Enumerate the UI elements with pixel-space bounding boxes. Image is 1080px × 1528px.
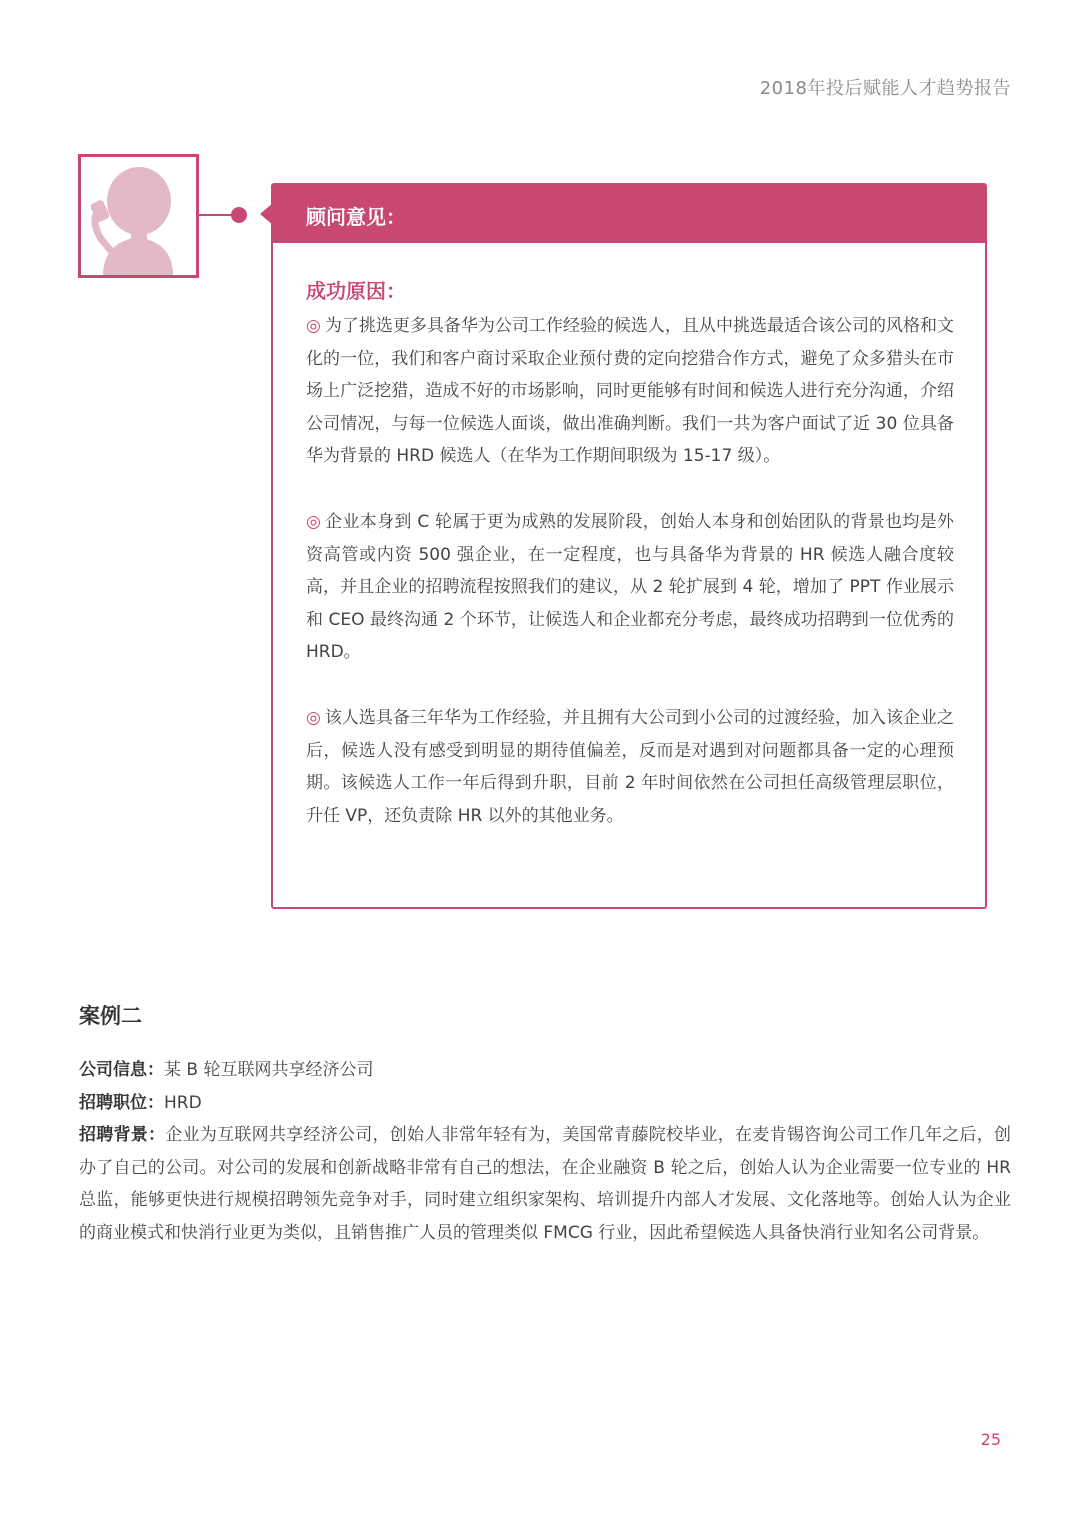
report-title: 2018年投后赋能人才趋势报告 bbox=[759, 78, 1011, 99]
consultant-opinion-box bbox=[271, 183, 987, 909]
recruit-position-value: HRD bbox=[164, 1092, 202, 1113]
recruit-background bbox=[79, 1119, 1011, 1249]
page-number: 25 bbox=[980, 1430, 1001, 1449]
recruit-background-label: 招聘背景： bbox=[79, 1125, 166, 1145]
circle-bullet-icon: ◎ bbox=[306, 707, 321, 728]
callout-header bbox=[273, 185, 985, 243]
recruit-position bbox=[79, 1087, 1011, 1120]
reason-item bbox=[306, 702, 954, 832]
circle-bullet-icon: ◎ bbox=[306, 316, 321, 336]
company-info-value: 某 B 轮互联网共享经济公司 bbox=[164, 1060, 374, 1080]
case-title: 案例二 bbox=[79, 1004, 142, 1028]
circle-bullet-icon: ◎ bbox=[306, 511, 322, 532]
reason-item bbox=[306, 506, 954, 669]
reason-text: 为了挑选更多具备华为公司工作经验的候选人，且从中挑选最适合该公司的风格和文化的一位，我们和客户商讨采取企业预付费的定向挖猎合作方式，避免了众多猎头在市场上广泛挖猎，造成不好的市场影响，同时更能够有时间和候选人进行充分沟通，介绍公司情况，与每一位候选人面谈，做出准确判断。我们一共为客户面试了近 30 位具备华为背景的 HRD 候选人（在华为工作期间职级为 15-17 级）。 bbox=[306, 316, 954, 467]
callout-title: 顾问意见： bbox=[306, 205, 406, 229]
success-reasons-heading: 成功原因： bbox=[306, 279, 406, 303]
recruit-position-label: 招聘职位： bbox=[79, 1092, 164, 1113]
reason-item bbox=[306, 310, 954, 473]
recruit-background-value: 企业为互联网共享经济公司，创始人非常年轻有为，美国常青藤院校毕业，在麦肯锡咨询公司工作几年之后，创办了自己的公司。对公司的发展和创新战略非常有自己的想法，在企业融资 B 轮之后，创始人认为企业需要一位专业的 HR 总监，能够更快进行规模招聘领先竞争对手，同时建立组织家架构、培训提升内部人才发展、文化落地等。创始人认为企业的商业模式和快消行业更为类似，且销售推广人员的管理类似 FMCG 行业，因此希望候选人具备快消行业知名公司背景。 bbox=[79, 1125, 1012, 1243]
consultant-phone-icon bbox=[81, 157, 196, 275]
callout-connector-dot bbox=[231, 207, 247, 223]
callout-body bbox=[306, 278, 954, 865]
reason-text: 该人选具备三年华为工作经验，并且拥有大公司到小公司的过渡经验，加入该企业之后，候选人没有感受到明显的期待值偏差，反而是对遇到对问题都具备一定的心理预期。该候选人工作一年后得到升职，目前 2 年时间依然在公司担任高级管理层职位，升任 VP，还负责除 HR 以外的其他业务。 bbox=[306, 707, 954, 826]
case-two-section bbox=[79, 1000, 1011, 1249]
company-info-label: 公司信息： bbox=[79, 1060, 164, 1080]
reason-text: 企业本身到 C 轮属于更为成熟的发展阶段，创始人本身和创始团队的背景也均是外资高管或内资 500 强企业，在一定程度，也与具备华为背景的 HR 候选人融合度较高，并且企业的招聘流程按照我们的建议，从 2 轮扩展到 4 轮，增加了 PPT 作业展示和 CEO 最终沟通 2 个环节，让候选人和企业都充分考虑，最终成功招聘到一位优秀的 HRD。 bbox=[306, 511, 954, 663]
company-info bbox=[79, 1054, 1011, 1087]
callout-pointer bbox=[260, 203, 273, 225]
consultant-avatar bbox=[78, 154, 199, 278]
